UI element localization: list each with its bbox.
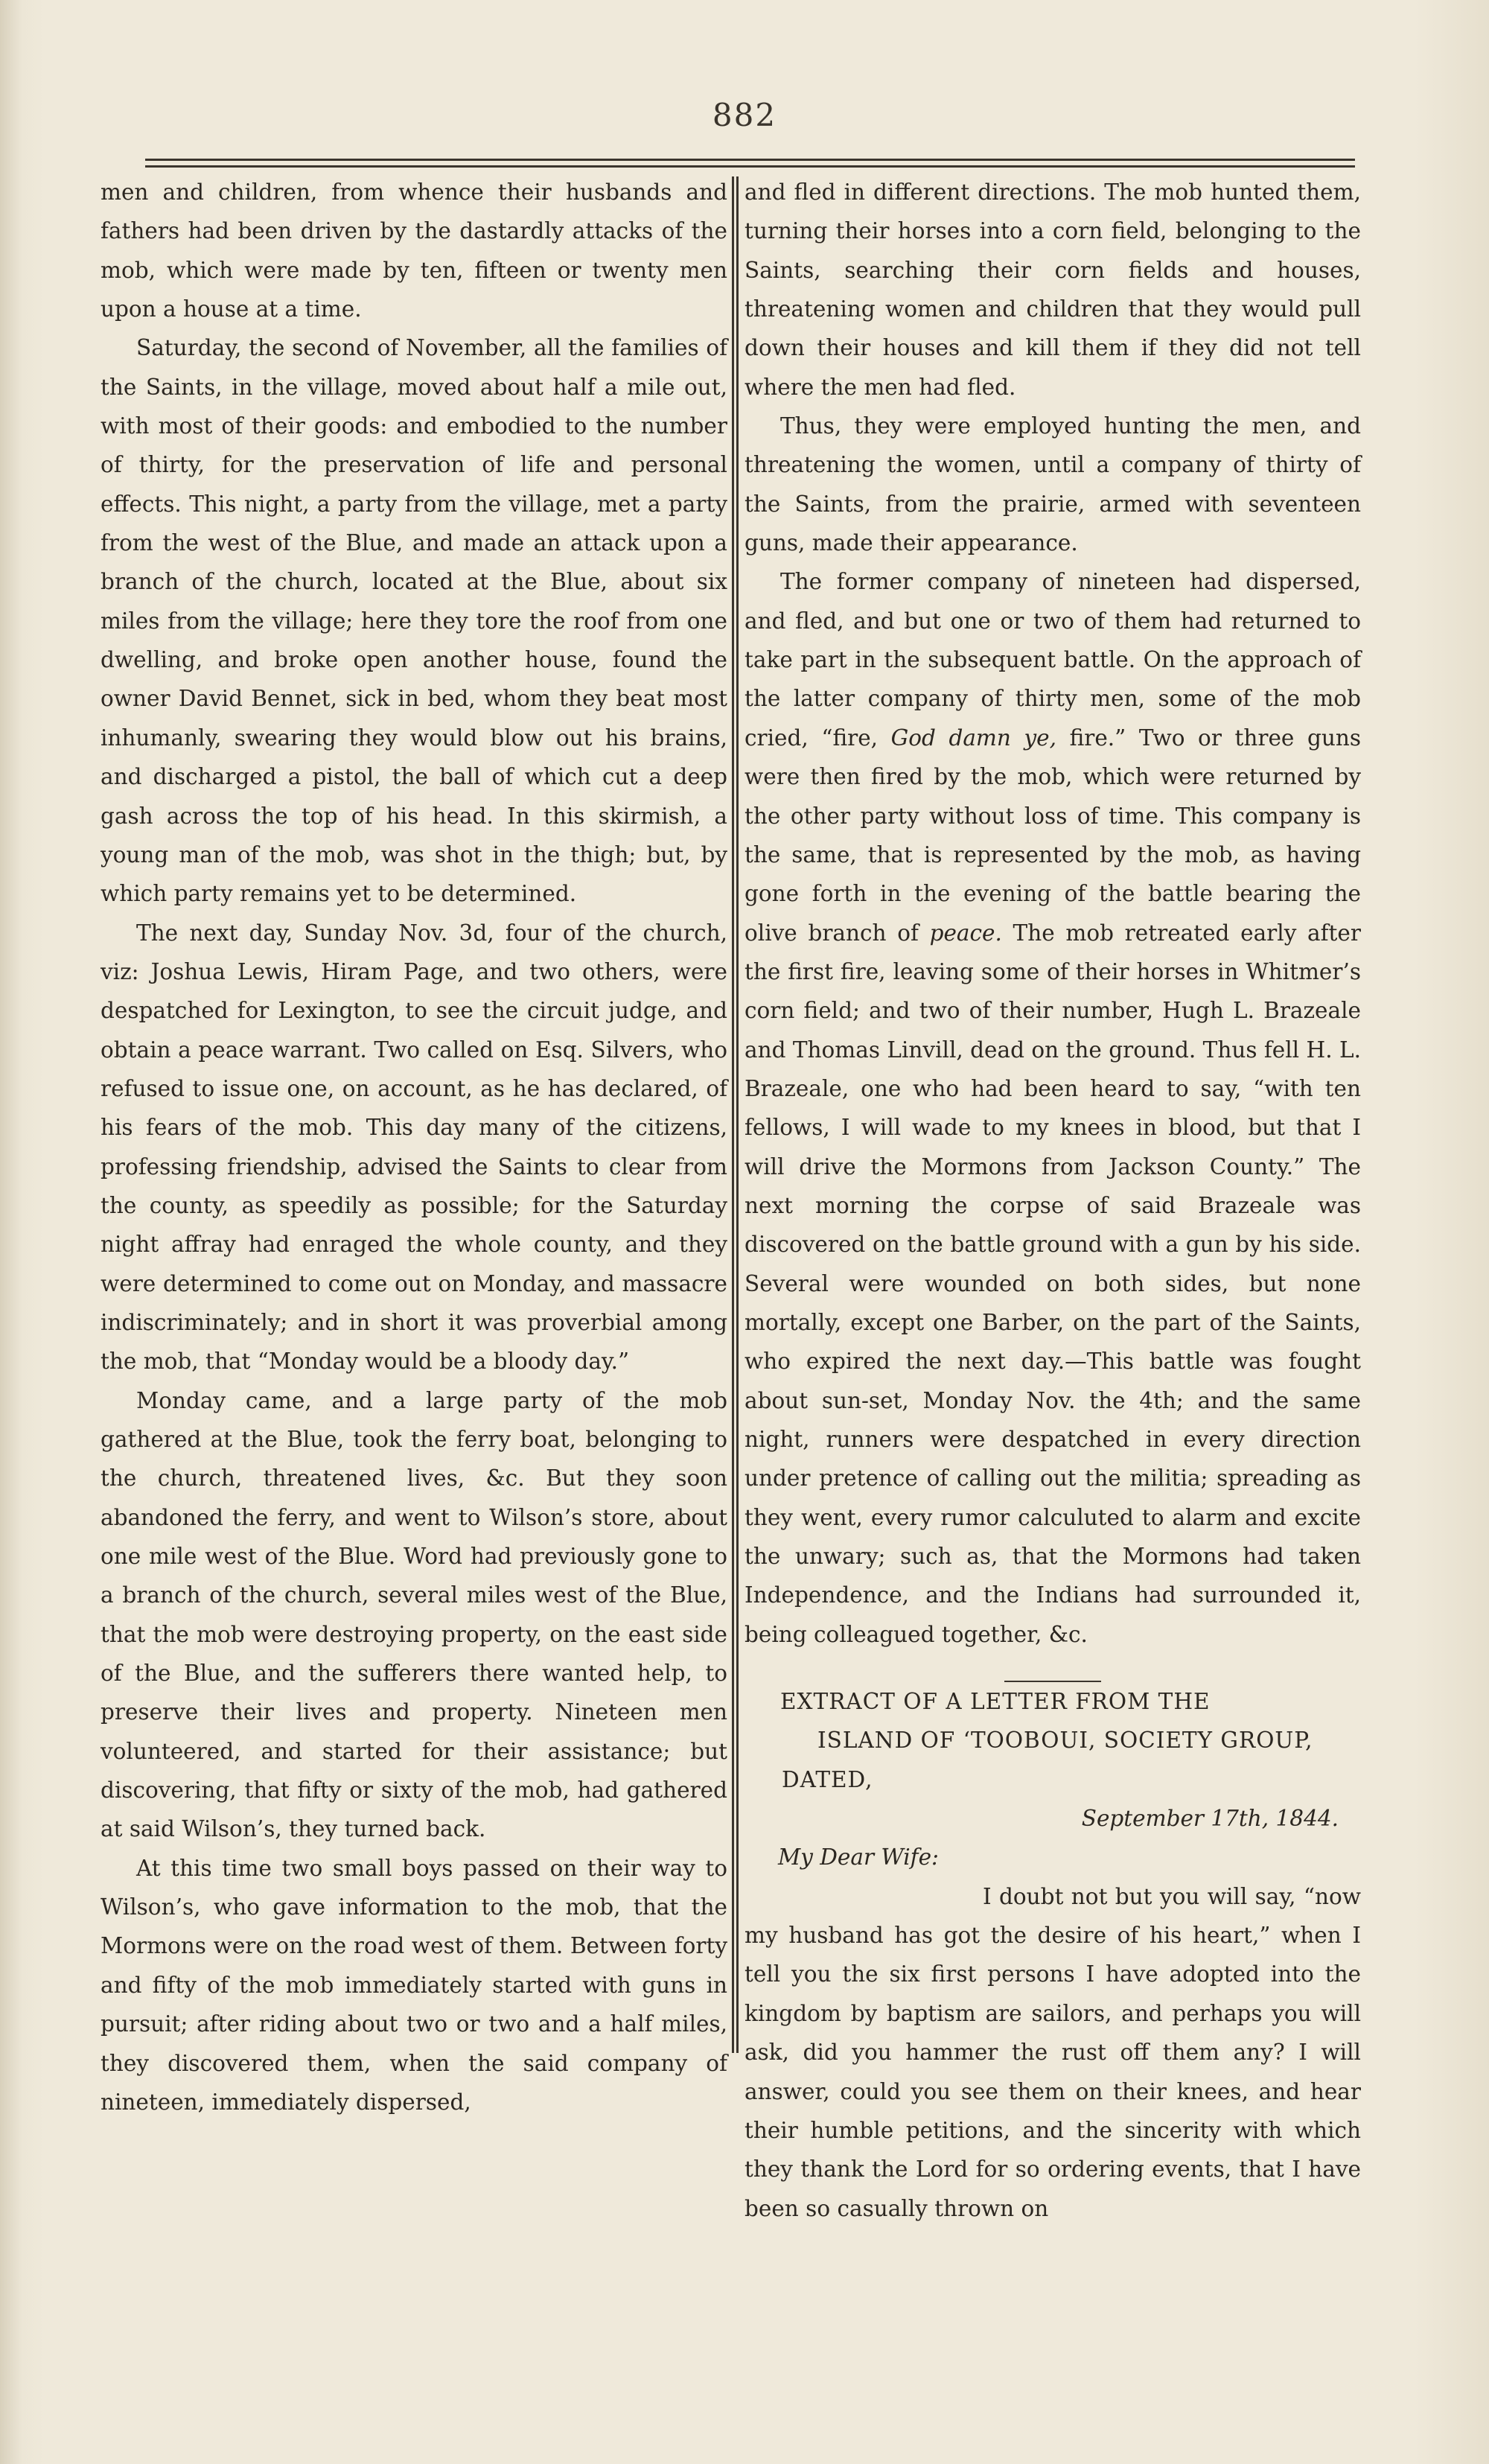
quoted-exclamation: God damn ye, <box>890 725 1056 751</box>
emphasized-word: peace. <box>929 920 1002 946</box>
letter-dateline: September 17th, 1844. <box>1081 1806 1339 1832</box>
article-paragraph: and fled in different directions. The mob hunted them, turning their horses into a corn field, belonging to the Saints, searching their corn fields and houses, threatening women and children that they would pull down their houses and kill them if they did not tell where the men had fled. <box>744 179 1361 400</box>
column-divider-left <box>732 176 734 2053</box>
column-divider-right <box>736 176 739 2053</box>
article-paragraph: Saturday, the second of November, all the families of the Saints, in the village, moved about half a mile out, with most of their goods: and embodied to the number of thirty, for the preservation of life and personal effects. This night, a party from the village, met a party from the west of the Blue, and made an attack upon a branch of the church, located at the Blue, about six miles from the village; here they tore the roof from one dwelling, and broke open another house, found the owner David Bennet, sick in bed, whom they beat most inhumanly, swearing they would blow out his brains, and discharged a pistol, the ball of which cut a deep gash across the top of his head. In this skirmish, a young man of the mob, was shot in the thigh; but, by which party remains yet to be determined. <box>101 335 727 907</box>
article-paragraph: The next day, Sunday Nov. 3d, four of the church, viz: Joshua Lewis, Hiram Page, and two others, were despatched for Lexington, to see the circuit judge, and obtain a peace warrant. Two called on Esq. Silvers, who refused to issue one, on account, as he has declared, of his fears of the mob. This day many of the citizens, professing friendship, advised the Saints to clear from the county, as speedily as possible; for the Saturday night affray had enraged the whole county, and they were determined to come out on Monday, and massacre indiscriminately; and in short it was proverbial among the mob, that “Monday would be a bloody day.” <box>101 920 727 1375</box>
article-paragraph: Thus, they were employed hunting the men, and threatening the women, until a company of thirty of the Saints, from the prairie, armed with seventeen guns, made their appearance. <box>744 413 1361 556</box>
extract-heading <box>744 1682 1361 1799</box>
page-number: 882 <box>712 97 777 133</box>
article-paragraph: At this time two small boys passed on their way to Wilson’s, who gave information to the mob, that the Mormons were on the road west of them. Between forty and fifty of the mob immediately started with guns in pursuit; after riding about two or two and a half miles, they discovered them, when the said company of nineteen, immediately dispersed, <box>101 1855 727 2115</box>
paragraph-text: fire.” Two or three guns were then fired by the mob, which were returned by the other party without loss of time. This company is the same, that is represented by the mob, as having gone forth in the evening of the battle bearing the olive branch of <box>744 725 1361 946</box>
letter-body: I doubt not but you will say, “now my husband has got the desire of his heart,” when I tell you the six first persons I have adopted into the kingdom by baptism are sailors, and perhaps you will ask, did you hammer the rust off them any? I will answer, could you see them on their knees, and hear their humble petitions, and the sincerity with which they thank the Lord for so ordering events, that I have been so casually thrown on <box>744 1883 1361 2221</box>
article-paragraph: Monday came, and a large party of the mob gathered at the Blue, took the ferry boat, belonging to the church, threatened lives, &c. But they soon abandoned the ferry, and went to Wilson’s store, about one mile west of the Blue. Word had previously gone to a branch of the church, several miles west of the Blue, that the mob were destroying property, on the east side of the Blue, and the sufferers there wanted help, to preserve their lives and property. Nineteen men volunteered, and started for their assistance; but discovering, that fifty or sixty of the mob, had gathered at said Wilson’s, they turned back. <box>101 1387 727 1842</box>
right-column <box>744 173 1361 2228</box>
article-paragraph <box>744 562 1361 1654</box>
header-rule-bottom <box>145 165 1355 168</box>
left-column <box>101 173 727 2121</box>
article-paragraph: men and children, from whence their husbands and fathers had been driven by the dastardly attacks of the mob, which were made by ten, fifteen or twenty men upon a house at a time. <box>101 179 727 322</box>
header-rule-top <box>145 159 1355 161</box>
paragraph-text: The former company of nineteen had dispersed, and fled, and but one or two of them had returned to take part in the subsequent battle. On the approach of the latter company of thirty men, some of the mob cried, “fire, <box>744 569 1361 751</box>
letter-salutation: My Dear Wife: <box>778 1844 939 1871</box>
extract-heading-line2: ISLAND OF ‘TOOBOUI, SOCIETY GROUP, DATED, <box>782 1728 1313 1792</box>
extract-heading-line1: EXTRACT OF A LETTER FROM THE <box>780 1689 1211 1715</box>
paragraph-text: The mob retreated early after the first fire, leaving some of their horses in Whitmer’s corn field; and two of their number, Hugh L. Brazeale and Thomas Linvill, dead on the ground. Thus fell H. L. Brazeale, one who had been heard to say, “with ten fellows, I will wade to my knees in blood, but that I will drive the Mormons from Jackson County.” The next morning the corpse of said Brazeale was discovered on the battle ground with a gun by his side. Several were wounded on both sides, but none mortally, except one Barber, on the part of the Saints, who expired the next day.—This battle was fought about sun-set, Monday Nov. the 4th; and the same night, runners were despatched in every direction under pretence of calling out the militia; spreading as they went, every rumor calculuted to alarm and excite the unwary; such as, that the Mormons had taken Independence, and the Indians had surrounded it, being colleagued together, &c. <box>744 920 1361 1647</box>
